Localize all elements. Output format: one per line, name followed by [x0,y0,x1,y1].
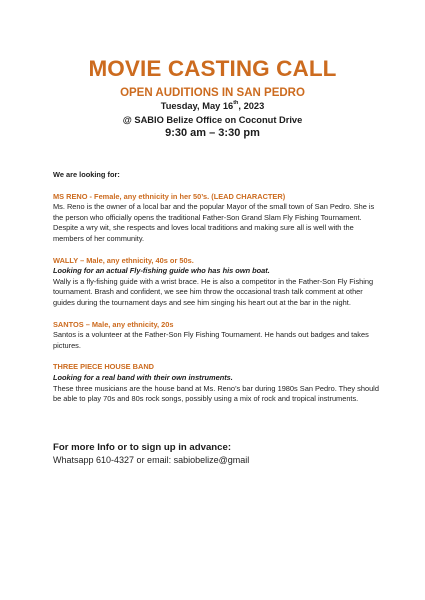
audition-date-year: , 2023 [238,101,265,111]
audition-date [0,101,425,111]
role-note: Looking for a real band with their own instruments. [53,372,233,382]
audition-date-ordinal: th [233,100,239,106]
role-description: Wally is a fly-fishing guide with a wrist brace. He is also a competitor in the Father-Son Fly Fishing tournament. Brash and confident, we see him throw the occasional trash talk comment at other guides during the tournament days and see him singing his heart out at the bar in the night. [53,276,374,307]
contact-heading: For more Info or to sign up in advance: [53,442,232,453]
role-heading: WALLY – Male, any ethnicity, 40s or 50s. [53,255,194,265]
role-house-band [53,362,383,404]
casting-content [53,170,383,416]
role-wally [53,256,383,309]
intro-text: We are looking for: [53,170,120,179]
contact-section [53,441,383,467]
role-ms-reno [53,192,383,245]
audition-venue: @ SABIO Belize Office on Coconut Drive [122,115,303,125]
role-note: Looking for an actual Fly-fishing guide who has his own boat. [53,266,270,276]
flyer-subtitle: OPEN AUDITIONS IN SAN PEDRO [120,87,305,99]
role-description: Santos is a volunteer at the Father-Son Fly Fishing Tournament. He hands out badges and takes pictures. [53,330,369,350]
role-heading: SANTOS – Male, any ethnicity, 20s [53,319,174,329]
contact-details: Whatsapp 610-4327 or email: sabiobelize@gmail [53,455,250,465]
role-description: Ms. Reno is the owner of a local bar and the popular Mayor of the small town of San Pedro. She is the person who officially opens the traditional Father-Son Grand Slam Fly Fishing Tournament. Despite a wry wit, she respects and loves local traditions and making sure all is well with the members of her community. [53,202,375,243]
role-heading: THREE PIECE HOUSE BAND [53,362,155,372]
role-heading: MS RENO - Female, any ethnicity in her 50’s. (LEAD CHARACTER) [53,191,286,201]
flyer-title: MOVIE CASTING CALL [88,56,337,81]
role-description: These three musicians are the house band at Ms. Reno’s bar during 1980s San Pedro. They should be able to play 70s and 80s rock songs, possibly using a mix of rock and tropical instruments. [53,383,379,404]
role-santos [53,320,383,352]
audition-time: 9:30 am – 3:30 pm [165,127,260,139]
audition-date-main: Tuesday, May 16 [160,101,234,111]
